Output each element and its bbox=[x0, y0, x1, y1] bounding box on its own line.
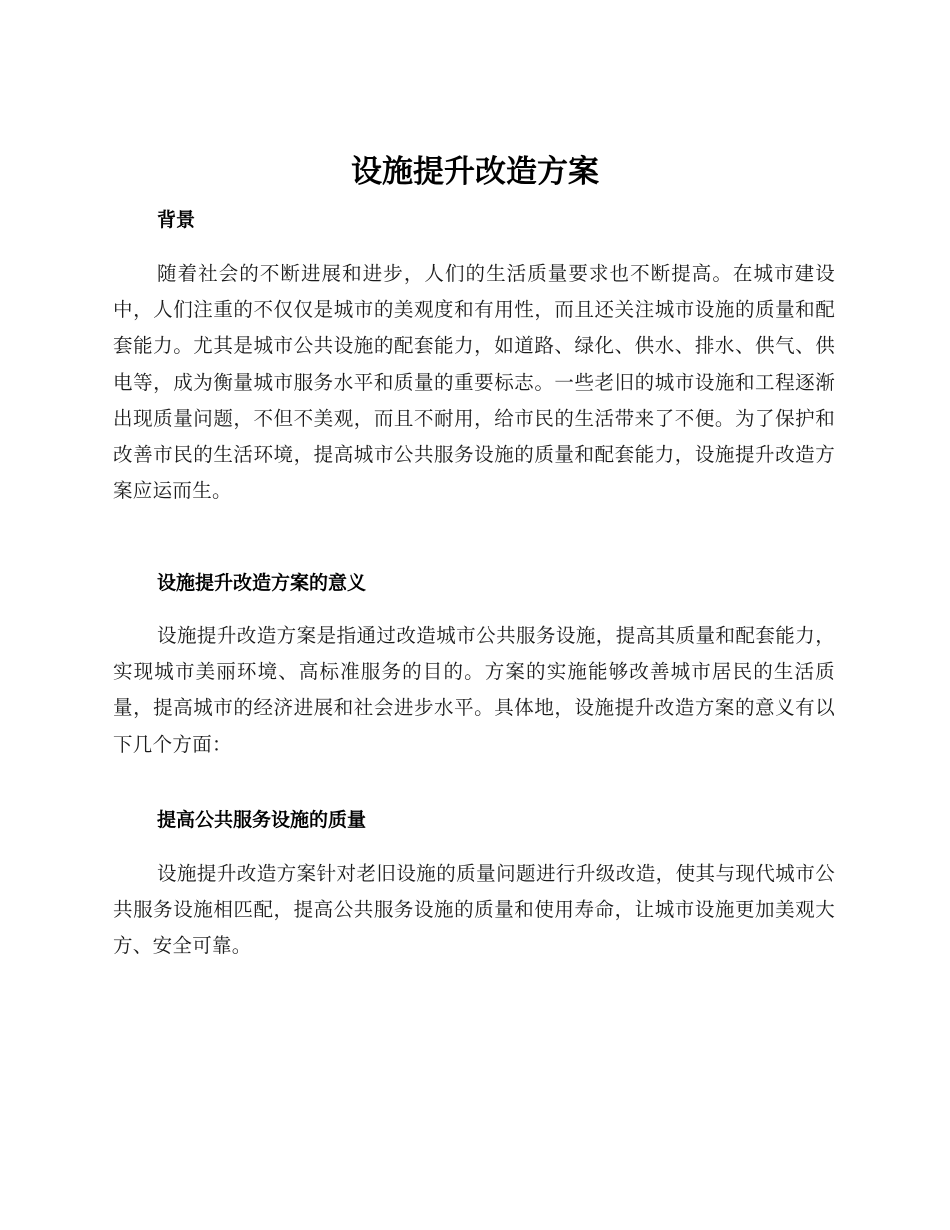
document-title: 设施提升改造方案 bbox=[351, 154, 599, 190]
section-heading-background: 背景 bbox=[157, 209, 196, 231]
section-paragraph-significance: 设施提升改造方案是指通过改造城市公共服务设施，提高其质量和配套能力，实现城市美丽环境、高标准服务的目的。方案的实施能够改善城市居民的生活质量，提高城市的经济进展和社会进步水平。具体地，设施提升改造方案的意义有以下几个方面： bbox=[113, 624, 835, 756]
section-paragraph-background: 随着社会的不断进展和进步，人们的生活质量要求也不断提高。在城市建设中，人们注重的不仅仅是城市的美观度和有用性，而且还关注城市设施的质量和配套能力。尤其是城市公共设施的配套能力，如道路、绿化、供水、排水、供气、供电等，成为衡量城市服务水平和质量的重要标志。一些老旧的城市设施和工程逐渐出现质量问题，不但不美观，而且不耐用，给市民的生活带来了不便。为了保护和改善市民的生活环境，提高城市公共服务设施的质量和配套能力，设施提升改造方案应运而生。 bbox=[113, 262, 835, 503]
section-paragraph-quality: 设施提升改造方案针对老旧设施的质量问题进行升级改造，使其与现代城市公共服务设施相匹配，提高公共服务设施的质量和使用寿命，让城市设施更加美观大方、安全可靠。 bbox=[113, 862, 835, 958]
section-heading-quality: 提高公共服务设施的质量 bbox=[157, 809, 367, 831]
section-heading-significance: 设施提升改造方案的意义 bbox=[157, 572, 367, 594]
